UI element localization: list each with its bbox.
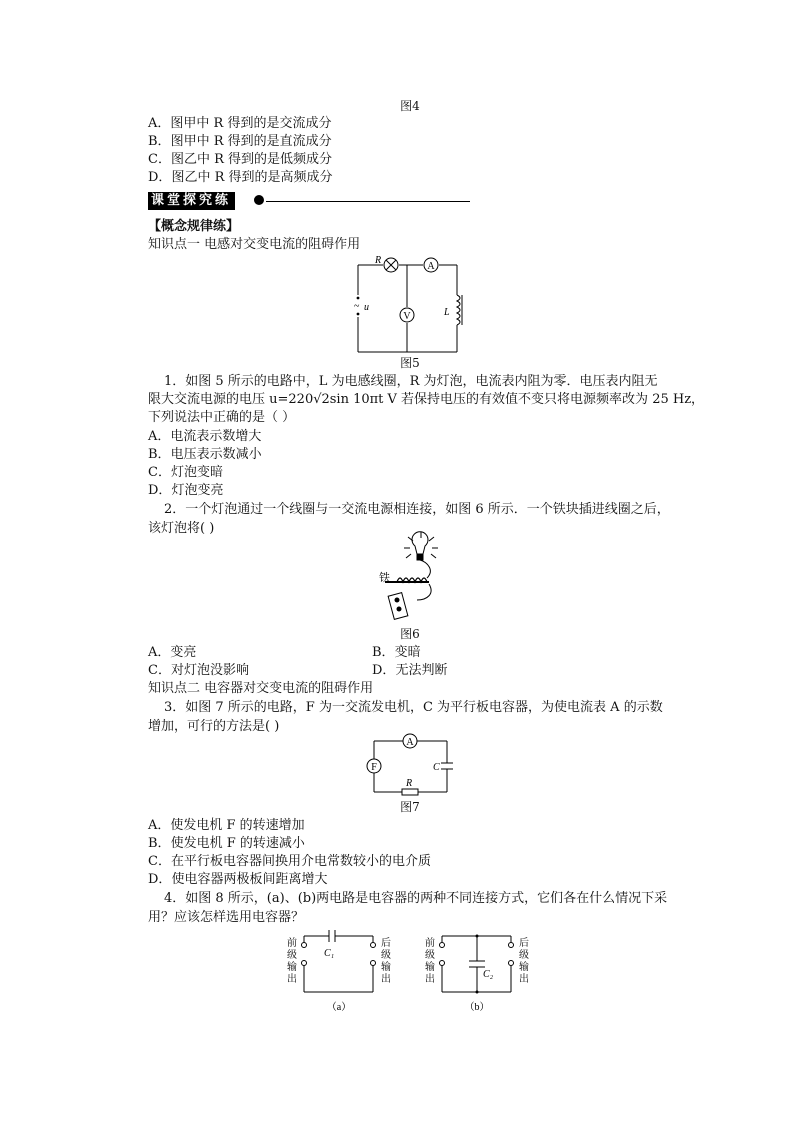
capacitor-c2-icon [469,961,485,967]
ammeter-icon [403,734,417,748]
svg-text:输: 输 [381,962,391,973]
ac-source-icon [354,297,360,316]
svg-text:F: F [371,762,377,773]
svg-text:R: R [375,255,382,266]
resistor-icon [402,789,418,795]
fig4-caption: 图4 [400,99,420,113]
q3-option-a: A．使发电机 F 的转速增加 [148,818,305,833]
q3-option-d: D．使电容器两极板间距离增大 [148,872,328,887]
svg-text:V: V [403,311,411,322]
svg-text:出: 出 [287,974,297,985]
capacitor-c1-icon [329,930,335,942]
svg-text:出: 出 [519,974,529,985]
q1-line3: 下列说法中正确的是（ ） [148,410,296,425]
q0-option-a: A．图甲中 R 得到的是交流成分 [148,116,332,131]
q3-option-b: B．使发电机 F 的转速减小 [148,836,305,851]
svg-text:前: 前 [287,938,297,949]
svg-text:（b）: （b） [464,1002,490,1013]
sub-heading: 【概念规律练】 [148,219,240,234]
q0-option-d: D．图乙中 R 得到的是高频成分 [148,170,333,185]
fig7-circuit [360,730,460,800]
svg-text:C₂: C₂ [483,969,494,980]
svg-text:级: 级 [381,950,391,961]
q1-option-a: A．电流表示数增大 [148,429,262,444]
svg-text:C: C [433,762,440,773]
svg-text:输: 输 [519,962,529,973]
capacitor-icon [441,763,453,769]
svg-text:L: L [444,307,450,318]
svg-text:前: 前 [425,938,435,949]
bullet-icon [254,195,264,205]
svg-text:u: u [364,302,369,313]
bulb-icon [404,532,438,560]
svg-text:A: A [406,737,414,748]
q1-line1: 1．如图 5 所示的电路中，L 为电感线圈，R 为灯泡，电流表内阻为零．电压表内阻无 [164,374,658,389]
fig5-circuit [350,255,466,357]
lamp-icon [384,258,398,272]
svg-text:出: 出 [381,974,391,985]
section-header [148,192,470,210]
knowledge-point-2: 知识点二 电容器对交变电流的阻碍作用 [148,681,374,696]
section-rule [266,201,470,202]
q2-option-d: D．无法判断 [372,663,448,678]
knowledge-point-1: 知识点一 电感对交变电流的阻碍作用 [148,237,361,252]
generator-icon [367,759,381,773]
svg-text:~: ~ [354,301,360,312]
q3-option-c: C．在平行板电容器间换用介电常数较小的电介质 [148,854,431,869]
svg-text:铁: 铁 [379,572,390,584]
voltmeter-icon [400,308,414,322]
q2-line1: 2．一个灯泡通过一个线圈与一交流电源相连接，如图 6 所示．一个铁块插进线圈之后， [164,502,670,517]
q0-option-c: C．图乙中 R 得到的是低频成分 [148,152,333,167]
svg-text:C₁: C₁ [324,948,335,959]
section-title: 课堂探究练 [148,192,235,210]
q1-option-b: B．电压表示数减小 [148,447,262,462]
inductor-icon [457,295,460,325]
q1-line2: 限大交流电源的电压 u=220√2sin 10πt V 若保持电压的有效值不变只将电源频率改为 25 Hz， [148,392,705,407]
ammeter-icon [424,258,438,272]
fig7-caption: 图7 [400,800,420,814]
q0-option-b: B．图甲中 R 得到的是直流成分 [148,134,332,149]
q1-option-d: D．灯泡变亮 [148,483,224,498]
q3-line2: 增加，可行的方法是( ) [148,719,280,734]
q2-option-b: B．变暗 [372,645,421,660]
fig8a-circuit [284,930,399,1012]
svg-text:级: 级 [519,950,529,961]
q4-line2: 用？应该怎样选用电容器？ [148,910,305,925]
q2-line2: 该灯泡将( ) [148,521,215,536]
q2-option-a: A．变亮 [148,645,197,660]
fig8b-circuit [422,930,537,1012]
svg-text:后: 后 [381,938,391,949]
q4-line1: 4．如图 8 所示，(a)、(b)两电路是电容器的两种不同连接方式，它们各在什么情况下采 [164,891,668,906]
fig6-caption: 图6 [400,627,420,641]
svg-text:输: 输 [287,962,297,973]
socket-icon [388,593,408,620]
svg-text:R: R [406,778,413,789]
svg-text:（a）: （a） [326,1002,352,1013]
svg-text:后: 后 [519,938,529,949]
q2-option-c: C．对灯泡没影响 [148,663,249,678]
fig6-lamp-coil [375,534,450,624]
q3-line1: 3．如图 7 所示的电路，F 为一交流发电机，C 为平行板电容器，为使电流表 A 的示数 [164,700,663,715]
fig5-caption: 图5 [400,356,420,370]
svg-text:级: 级 [425,950,435,961]
q1-option-c: C．灯泡变暗 [148,465,223,480]
svg-text:级: 级 [287,950,297,961]
svg-text:A: A [427,261,435,272]
svg-text:出: 出 [425,974,435,985]
svg-text:输: 输 [425,962,435,973]
